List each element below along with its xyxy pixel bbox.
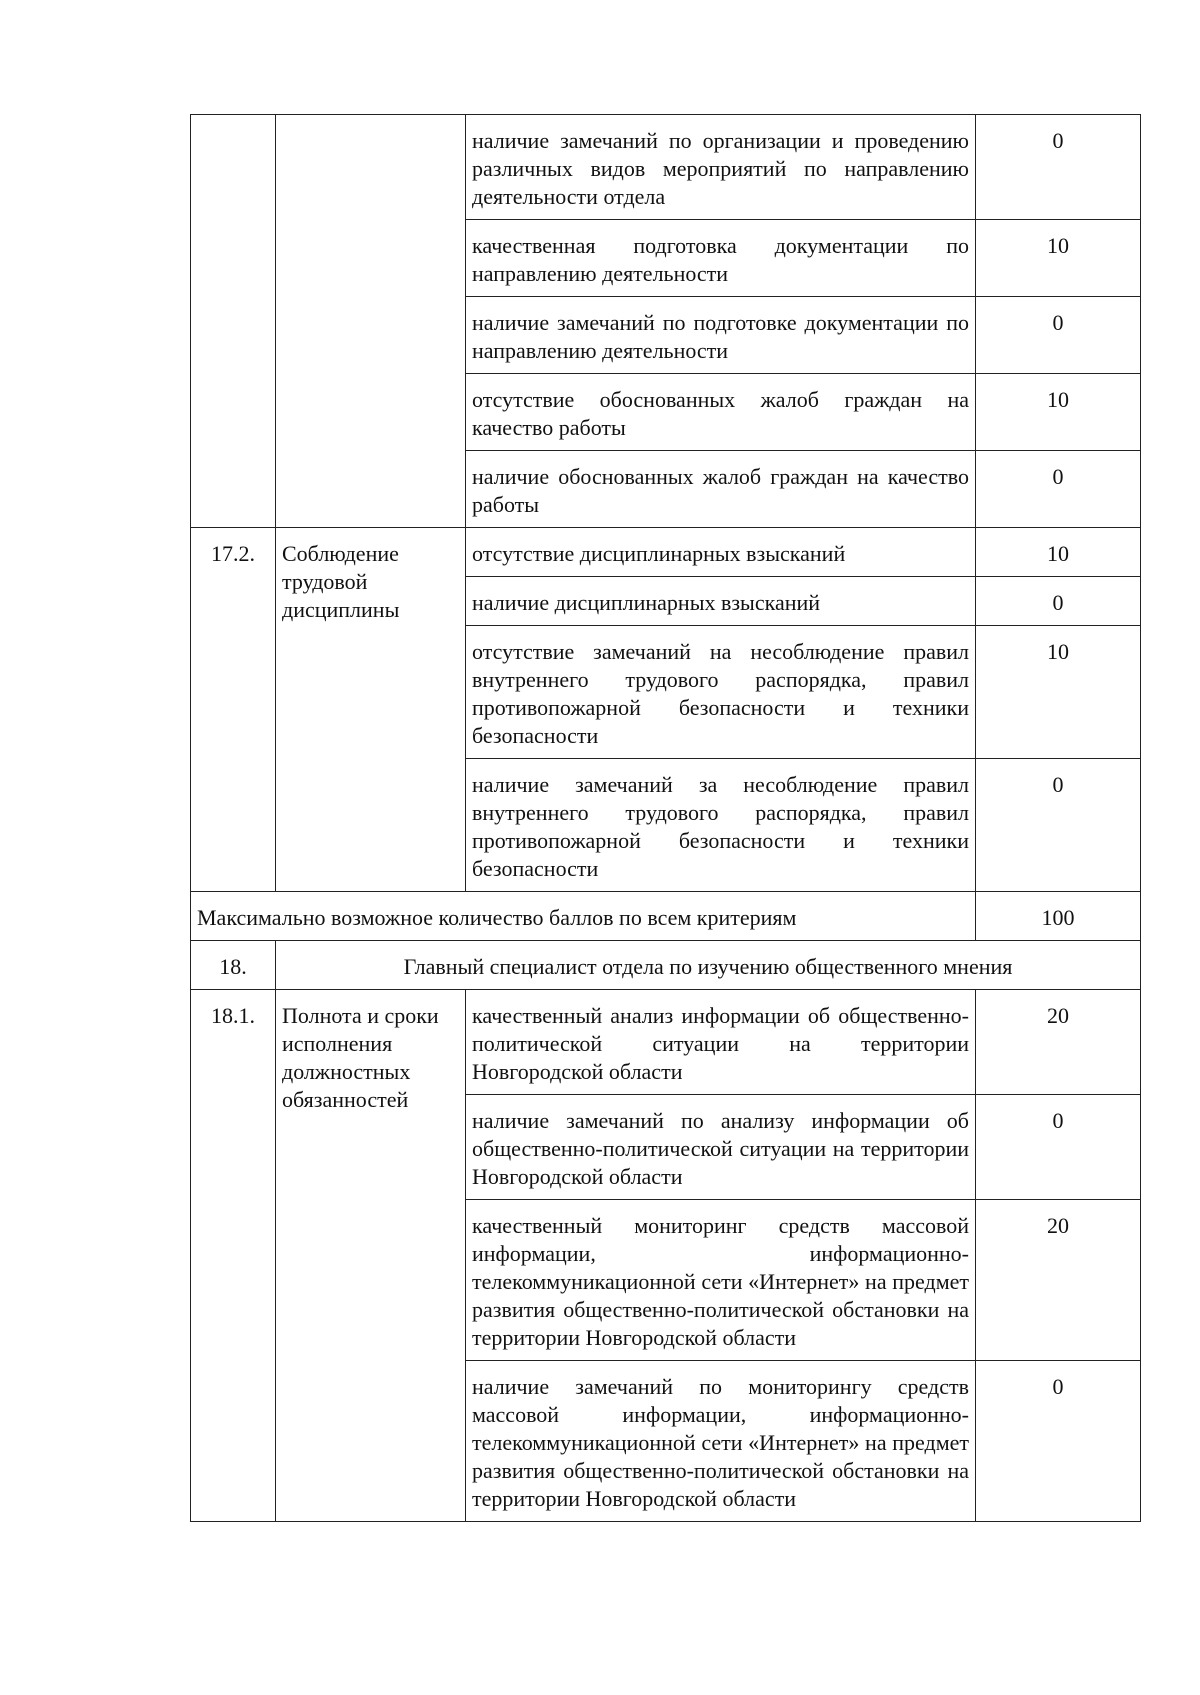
indicator-description: отсутствие обоснованных жалоб граждан на качество работы bbox=[466, 374, 976, 451]
criterion-name: Соблюдение трудовой дисциплины bbox=[276, 528, 466, 892]
indicator-score: 0 bbox=[976, 1095, 1141, 1200]
indicator-score: 0 bbox=[976, 759, 1141, 892]
section-title: Главный специалист отдела по изучению общественного мнения bbox=[276, 941, 1141, 990]
indicator-score: 0 bbox=[976, 577, 1141, 626]
indicator-description: качественный мониторинг средств массовой информации, информационно-телекоммуникационной сети «Интернет» на предмет развития общественно-политической обстановки на территории Новгородской области bbox=[466, 1200, 976, 1361]
indicator-description: отсутствие замечаний на несоблюдение правил внутреннего трудового распорядка, правил противопожарной безопасности и техники безопасности bbox=[466, 626, 976, 759]
section-header-row bbox=[191, 941, 1141, 990]
indicator-description: наличие обоснованных жалоб граждан на качество работы bbox=[466, 451, 976, 528]
indicator-description: отсутствие дисциплинарных взысканий bbox=[466, 528, 976, 577]
indicator-score: 20 bbox=[976, 1200, 1141, 1361]
indicator-score: 10 bbox=[976, 626, 1141, 759]
indicator-description: качественная подготовка документации по направлению деятельности bbox=[466, 220, 976, 297]
indicator-score: 0 bbox=[976, 451, 1141, 528]
item-number-cell bbox=[191, 115, 276, 528]
indicator-score: 0 bbox=[976, 115, 1141, 220]
total-row bbox=[191, 892, 1141, 941]
criterion-name-cell bbox=[276, 115, 466, 528]
criterion-name: Полнота и сроки исполнения должностных обязанностей bbox=[276, 990, 466, 1522]
table-row bbox=[191, 115, 1141, 220]
indicator-description: наличие дисциплинарных взысканий bbox=[466, 577, 976, 626]
indicator-description: наличие замечаний за несоблюдение правил внутреннего трудового распорядка, правил противопожарной безопасности и техники безопасности bbox=[466, 759, 976, 892]
indicator-description: наличие замечаний по мониторингу средств массовой информации, информационно-телекоммуникационной сети «Интернет» на предмет развития общественно-политической обстановки на территории Новгородской области bbox=[466, 1361, 976, 1522]
item-number: 18.1. bbox=[191, 990, 276, 1522]
indicator-score: 10 bbox=[976, 528, 1141, 577]
table-row bbox=[191, 528, 1141, 577]
indicator-score: 0 bbox=[976, 1361, 1141, 1522]
item-number: 17.2. bbox=[191, 528, 276, 892]
total-value: 100 bbox=[976, 892, 1141, 941]
indicator-score: 10 bbox=[976, 220, 1141, 297]
indicator-description: наличие замечаний по подготовке документации по направлению деятельности bbox=[466, 297, 976, 374]
indicator-score: 20 bbox=[976, 990, 1141, 1095]
indicator-description: наличие замечаний по организации и проведению различных видов мероприятий по направлению деятельности отдела bbox=[466, 115, 976, 220]
criteria-table bbox=[190, 114, 1141, 1522]
indicator-description: качественный анализ информации об общественно-политической ситуации на территории Новгородской области bbox=[466, 990, 976, 1095]
indicator-score: 0 bbox=[976, 297, 1141, 374]
indicator-description: наличие замечаний по анализу информации об общественно-политической ситуации на территории Новгородской области bbox=[466, 1095, 976, 1200]
indicator-score: 10 bbox=[976, 374, 1141, 451]
table-row bbox=[191, 990, 1141, 1095]
total-label: Максимально возможное количество баллов по всем критериям bbox=[191, 892, 976, 941]
section-number: 18. bbox=[191, 941, 276, 990]
